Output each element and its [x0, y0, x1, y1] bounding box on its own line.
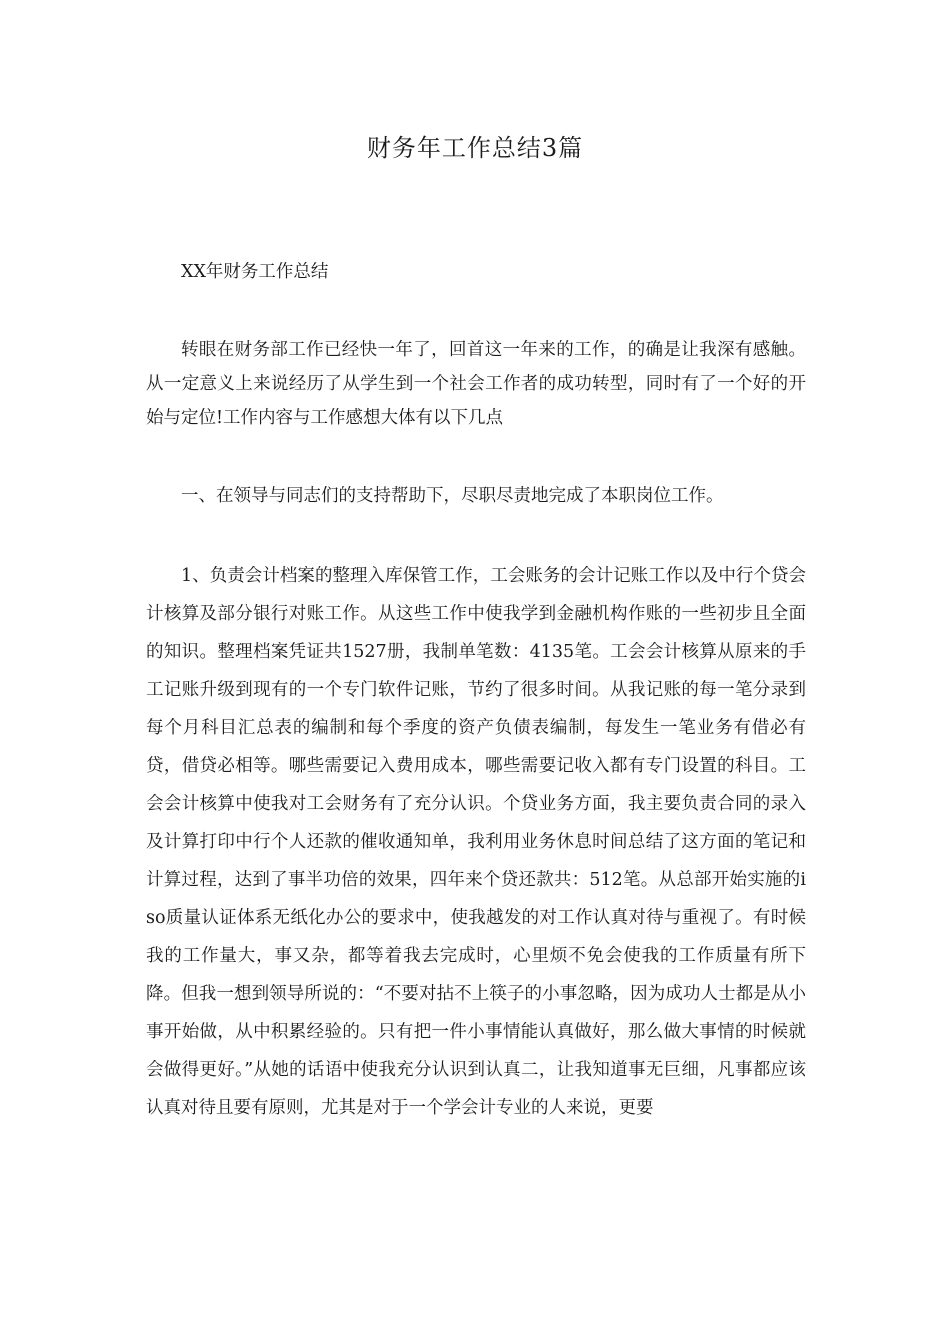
intro-paragraph: 转眼在财务部工作已经快一年了，回首这一年来的工作，的确是让我深有感触。从一定意义上来说经历了从学生到一个社会工作者的成功转型，同时有了一个好的开始与定位!工作内容与工作感想大体有以下几点 [146, 340, 806, 428]
section-one-heading: 一、在领导与同志们的支持帮助下，尽职尽责地完成了本职岗位工作。 [181, 486, 724, 506]
section-heading: XX年财务工作总结 [181, 262, 329, 282]
document-title: 财务年工作总结3篇 [366, 134, 584, 162]
document-body [146, 255, 806, 1127]
item-one-paragraph: 1、负责会计档案的整理入库保管工作，工会账务的会计记账工作以及中行个贷会计核算及部分银行对账工作。从这些工作中使我学到金融机构作账的一些初步且全面的知识。整理档案凭证共1527册，我制单笔数：4135笔。工会会计核算从原来的手工记账升级到现有的一个专门软件记账，节约了很多时间。从我记账的每一笔分录到每个月科目汇总表的编制和每个季度的资产负债表编制，每发生一笔业务有借必有贷，借贷必相等。哪些需要记入费用成本，哪些需要记收入都有专门设置的科目。工会会计核算中使我对工会财务有了充分认识。个贷业务方面，我主要负责合同的录入及计算打印中行个人还款的催收通知单，我利用业务休息时间总结了这方面的笔记和计算过程，达到了事半功倍的效果，四年来个贷还款共：512笔。从总部开始实施的iso质量认证体系无纸化办公的要求中，使我越发的对工作认真对待与重视了。有时候我的工作量大，事又杂，都等着我去完成时，心里烦不免会使我的工作质量有所下降。但我一想到领导所说的：“不要对拈不上筷子的小事忽略，因为成功人士都是从小事开始做，从中积累经验的。只有把一件小事情能认真做好，那么做大事情的时候就会做得更好。”从她的话语中使我充分认识到认真二，让我知道事无巨细，凡事都应该认真对待且要有原则，尤其是对于一个学会计专业的人来说，更要 [146, 566, 806, 1118]
